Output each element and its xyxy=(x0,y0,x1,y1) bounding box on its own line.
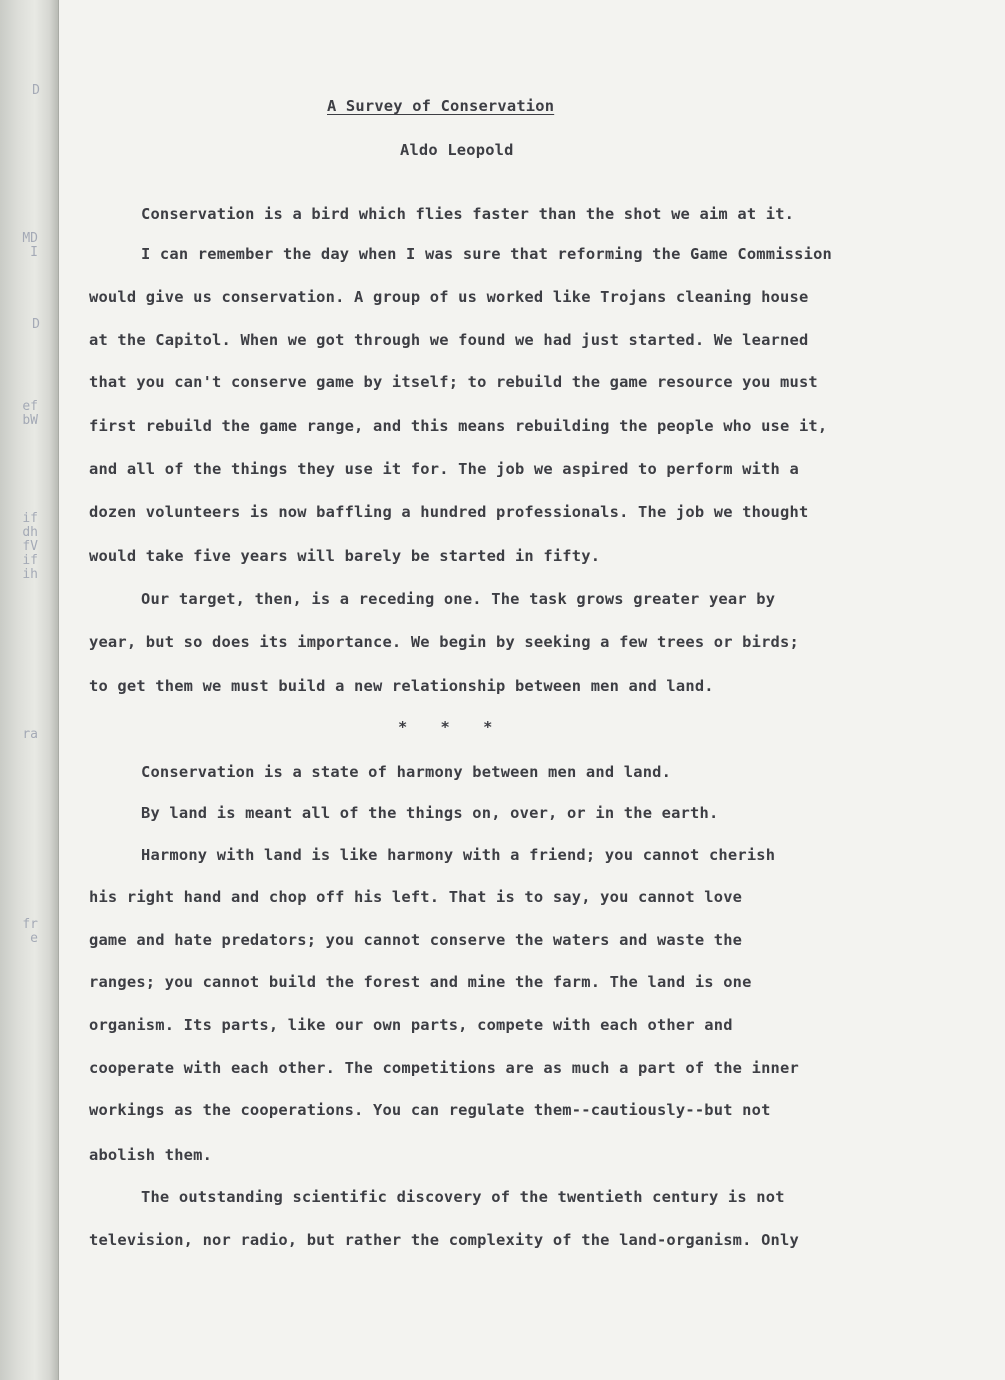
text-line: workings as the cooperations. You can regulate them--cautiously--but not xyxy=(89,1101,771,1119)
text-line: would take five years will barely be started in fifty. xyxy=(89,547,601,565)
text-line: year, but so does its importance. We begin by seeking a few trees or birds; xyxy=(89,633,799,651)
facing-page-fragment: ifdhfVifih xyxy=(22,511,38,582)
text-line: abolish them. xyxy=(89,1146,213,1164)
text-line: and all of the things they use it for. The job we aspired to perform with a xyxy=(89,460,799,478)
text-line: Our target, then, is a receding one. The task grows greater year by xyxy=(141,590,776,608)
text-line: first rebuild the game range, and this means rebuilding the people who use it, xyxy=(89,417,828,435)
facing-page-fragment: D xyxy=(32,317,40,332)
text-line: I can remember the day when I was sure that reforming the Game Commission xyxy=(141,245,833,263)
book-spine-shadow xyxy=(0,0,59,1380)
facing-page-fragment: ra xyxy=(22,727,38,742)
text-line: at the Capitol. When we got through we found we had just started. We learned xyxy=(89,331,809,349)
text-line: Conservation is a state of harmony between men and land. xyxy=(141,763,672,781)
text-line: By land is meant all of the things on, over, or in the earth. xyxy=(141,804,719,822)
text-line: cooperate with each other. The competitions are as much a part of the inner xyxy=(89,1059,799,1077)
document-author: Aldo Leopold xyxy=(400,141,514,159)
facing-page-fragment: fre xyxy=(22,917,38,946)
text-line: that you can't conserve game by itself; to rebuild the game resource you must xyxy=(89,373,818,391)
document-title: A Survey of Conservation xyxy=(327,97,555,115)
text-line: ranges; you cannot build the forest and mine the farm. The land is one xyxy=(89,973,752,991)
text-line: his right hand and chop off his left. That is to say, you cannot love xyxy=(89,888,743,906)
facing-page-fragment: efbW xyxy=(22,399,38,428)
facing-page-fragment: MDI xyxy=(22,231,38,260)
text-line: The outstanding scientific discovery of the twentieth century is not xyxy=(141,1188,785,1206)
text-line: organism. Its parts, like our own parts, compete with each other and xyxy=(89,1016,733,1034)
text-line: to get them we must build a new relationship between men and land. xyxy=(89,677,714,695)
section-divider: * * * xyxy=(398,718,505,736)
text-line: Harmony with land is like harmony with a friend; you cannot cherish xyxy=(141,846,776,864)
text-line: Conservation is a bird which flies faster than the shot we aim at it. xyxy=(141,205,795,223)
facing-page-fragment: D xyxy=(32,83,40,98)
text-line: would give us conservation. A group of us worked like Trojans cleaning house xyxy=(89,288,809,306)
text-line: dozen volunteers is now baffling a hundred professionals. The job we thought xyxy=(89,503,809,521)
text-line: television, nor radio, but rather the complexity of the land-organism. Only xyxy=(89,1231,799,1249)
text-line: game and hate predators; you cannot conserve the waters and waste the xyxy=(89,931,743,949)
